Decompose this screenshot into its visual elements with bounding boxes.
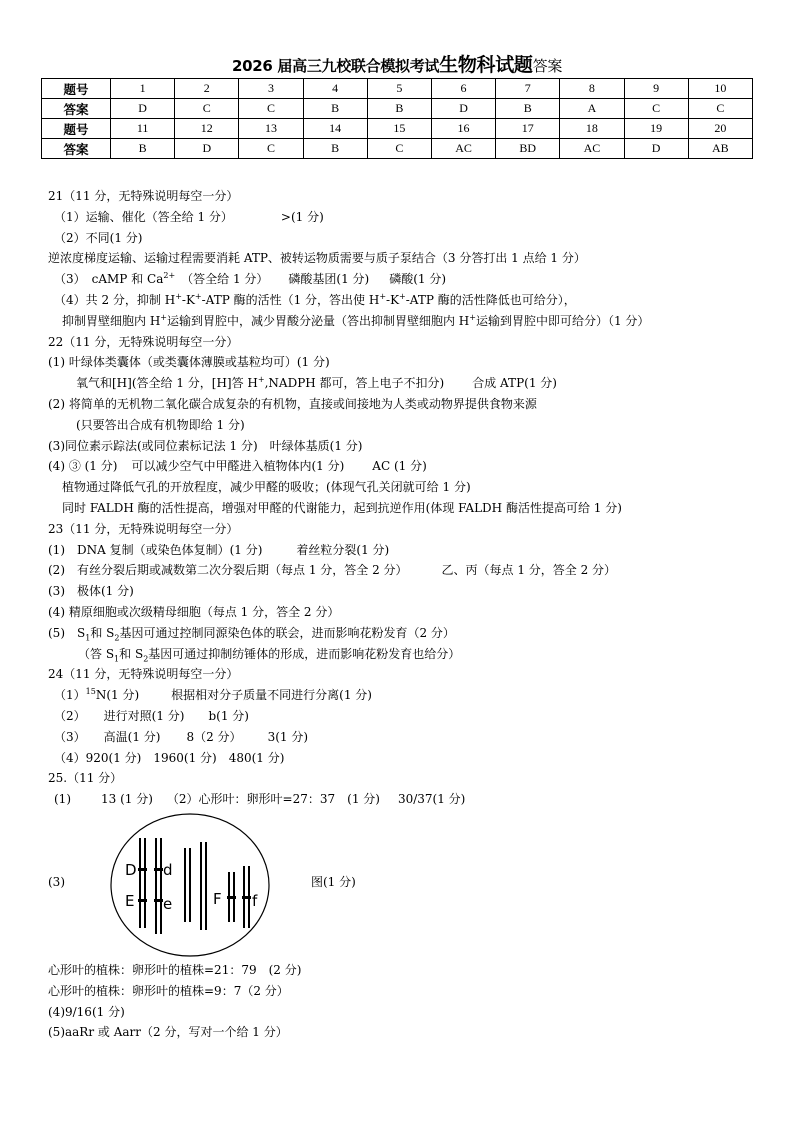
q25-part3-diagram-row bbox=[48, 810, 768, 960]
q24-p2a: （2） bbox=[54, 708, 86, 723]
answer-table bbox=[41, 78, 753, 159]
answer-table-answer-cell: B bbox=[496, 99, 560, 119]
q23-part3: (3) 极体(1 分) bbox=[48, 584, 134, 599]
q24-part2 bbox=[48, 706, 768, 727]
q24-p4a: （4）920(1 分) bbox=[54, 750, 142, 765]
answer-table-answer-cell: C bbox=[239, 99, 303, 119]
answer-table-answer-cell: B bbox=[303, 99, 367, 119]
answer-table-answer-cell: B bbox=[111, 139, 175, 159]
sup-plus: + bbox=[160, 312, 167, 322]
answer-table-number-cell: 3 bbox=[239, 79, 303, 99]
gene-label-d: d bbox=[163, 860, 173, 879]
q23-p5b-2: 和 S bbox=[119, 646, 144, 661]
q22-part3 bbox=[48, 436, 768, 457]
gene-mark-D bbox=[138, 868, 147, 871]
page-title bbox=[0, 50, 794, 77]
q22-part1b bbox=[48, 373, 768, 394]
gene-label-f: f bbox=[252, 891, 258, 910]
answer-table-number-cell: 4 bbox=[303, 79, 367, 99]
answer-table-number-cell: 9 bbox=[624, 79, 688, 99]
answer-table-answer-cell: AB bbox=[688, 139, 752, 159]
sup-plus: + bbox=[469, 312, 476, 322]
q24-p2c: b(1 分) bbox=[208, 708, 249, 723]
q22-p4b: 可以减少空气中甲醛进入植物体内(1 分) bbox=[131, 459, 345, 474]
title-main: 2026 届高三九校联合模拟考试 bbox=[231, 57, 440, 75]
q23-title: 23（11 分，无特殊说明每空一分） bbox=[48, 521, 239, 536]
answer-table-number-cell: 17 bbox=[496, 119, 560, 139]
table-row-numbers-2 bbox=[42, 119, 753, 139]
title-subject: 生物科试题 bbox=[439, 54, 533, 76]
gene-mark-e bbox=[154, 899, 163, 902]
answer-table-number-cell: 2 bbox=[175, 79, 239, 99]
q21-p4a-1: （4）共 2 分，抑制 H bbox=[54, 292, 176, 307]
q21-p3a-sup: 2+ bbox=[163, 271, 176, 281]
q22-part1: (1) 叶绿体类囊体（或类囊体薄膜或基粒均可）(1 分) bbox=[48, 355, 330, 370]
q24-p4c: 480(1 分) bbox=[228, 750, 285, 765]
q23-part5 bbox=[48, 623, 768, 644]
q21-part4 bbox=[48, 290, 768, 311]
q21-p4a-5: -ATP 酶的活性降低也可给分）， bbox=[405, 292, 576, 307]
q22-part2: (2) 将简单的无机物二氧化碳合成复杂的有机物，直接或间接地为人类或动物界提供食物来源 bbox=[48, 396, 537, 411]
q24-p2b: 进行对照(1 分) bbox=[103, 708, 185, 723]
answer-table-answer-cell: C bbox=[367, 139, 431, 159]
row-label-answer: 答案 bbox=[42, 99, 111, 119]
q22-p4c: AC (1 分) bbox=[372, 459, 427, 474]
row-label-answer: 答案 bbox=[42, 139, 111, 159]
q25-part3c: 心形叶的植株：卵形叶的植株=9：7（2 分） bbox=[48, 983, 289, 998]
answer-table-number-cell: 19 bbox=[624, 119, 688, 139]
gene-label-F: F bbox=[213, 889, 222, 908]
answer-table-answer-cell: D bbox=[431, 99, 495, 119]
answer-table-answer-cell: D bbox=[175, 139, 239, 159]
answer-table-number-cell: 13 bbox=[239, 119, 303, 139]
q23-part1 bbox=[48, 540, 768, 561]
q24-p3b: 高温(1 分) bbox=[103, 729, 161, 744]
sup-plus: + bbox=[175, 291, 182, 301]
q21-p4a-2: -K bbox=[181, 292, 195, 307]
q25-part1 bbox=[48, 789, 768, 810]
sub-2: 2 bbox=[114, 633, 120, 643]
sub-2: 2 bbox=[143, 653, 149, 663]
answer-table-answer-cell: B bbox=[303, 139, 367, 159]
q23-p5b-3: 基因可通过抑制纺锤体的形成，进而影响花粉发育也给分） bbox=[148, 646, 461, 661]
answer-table-number-cell: 11 bbox=[111, 119, 175, 139]
q21-p4b-3: 运输到胃腔中即可给分）（1 分） bbox=[475, 313, 650, 328]
answer-table-number-cell: 16 bbox=[431, 119, 495, 139]
q24-part1 bbox=[48, 685, 768, 706]
q23-p5-1: (5) S bbox=[48, 625, 86, 640]
q21-p3a: （3） cAMP 和 Ca bbox=[54, 272, 164, 287]
answer-table-answer-cell: C bbox=[239, 139, 303, 159]
q24-title: 24（11 分，无特殊说明每空一分） bbox=[48, 667, 239, 682]
q23-p2a: (2) 有丝分裂后期或减数第二次分裂后期（每点 1 分，答全 2 分） bbox=[48, 563, 408, 578]
q25-p1d: 30/37(1 分) bbox=[397, 792, 466, 807]
q21-p3d: 磷酸(1 分) bbox=[389, 272, 447, 287]
answer-table-answer-cell: AC bbox=[431, 139, 495, 159]
q23-part2 bbox=[48, 560, 768, 581]
answer-table-number-cell: 20 bbox=[688, 119, 752, 139]
answer-table-number-cell: 15 bbox=[367, 119, 431, 139]
q22-part4d: 植物通过降低气孔的开放程度，减少甲醛的吸收；(体现气孔关闭就可给 1 分) bbox=[62, 480, 471, 495]
sub-1: 1 bbox=[85, 633, 91, 643]
q21-p1b: >(1 分) bbox=[280, 209, 324, 224]
q22-part2b: (只要答出合成有机物即给 1 分) bbox=[76, 417, 245, 432]
sub-1: 1 bbox=[114, 653, 120, 663]
q21-p4a-3: -ATP 酶的活性（1 分，答出使 H bbox=[201, 292, 380, 307]
answer-content bbox=[48, 186, 768, 1043]
sup-plus: + bbox=[257, 375, 265, 385]
gene-mark-d bbox=[154, 868, 163, 871]
sup-plus: + bbox=[399, 291, 406, 301]
q22-p4a: (4) ③ (1 分) bbox=[48, 459, 118, 474]
sup-plus: + bbox=[194, 291, 202, 301]
q24-part4 bbox=[48, 748, 768, 769]
q21-p3c: 磷酸基团(1 分) bbox=[288, 272, 370, 287]
q25-p3-tu: 图(1 分) bbox=[311, 874, 356, 889]
q24-p1b: 根据相对分子质量不同进行分离(1 分) bbox=[171, 688, 372, 703]
q21-part2b: 逆浓度梯度运输、运输过程需要消耗 ATP、被转运物质需要与质子泵结合（3 分答打出 1 点给 1 分） bbox=[48, 251, 586, 266]
q22-p3a: (3)同位素示踪法(或同位素标记法 1 分) bbox=[48, 438, 258, 453]
answer-table-answer-cell: BD bbox=[496, 139, 560, 159]
table-row-numbers-1 bbox=[42, 79, 753, 99]
gene-mark-F bbox=[227, 896, 236, 899]
q25-part4: (4)9/16(1 分) bbox=[48, 1004, 125, 1019]
q22-p1b-1: 氧气和[H](答全给 1 分，[H]答 H bbox=[76, 376, 258, 391]
q25-title: 25.（11 分） bbox=[48, 771, 123, 786]
q25-p1b: 13 (1 分) bbox=[101, 792, 153, 807]
answer-table-number-cell: 14 bbox=[303, 119, 367, 139]
q22-part4 bbox=[48, 456, 768, 477]
gene-label-e: e bbox=[163, 894, 173, 913]
answer-table-number-cell: 10 bbox=[688, 79, 752, 99]
table-row-answers-1 bbox=[42, 99, 753, 119]
answer-table-number-cell: 5 bbox=[367, 79, 431, 99]
q23-p1a: (1) DNA 复制（或染色体复制）(1 分) bbox=[48, 542, 263, 557]
q21-p4b-1: 抑制胃壁细胞内 H bbox=[62, 313, 161, 328]
q21-p4b-2: 运输到胃腔中，减少胃酸分泌量（答出抑制胃壁细胞内 H bbox=[166, 313, 470, 328]
q25-p1a: (1) bbox=[54, 792, 71, 807]
q24-p4b: 1960(1 分) bbox=[153, 750, 217, 765]
gene-mark-E bbox=[138, 899, 147, 902]
gene-label-D: D bbox=[125, 860, 137, 879]
gene-mark-f bbox=[242, 896, 251, 899]
q23-p1b: 着丝粒分裂(1 分) bbox=[296, 542, 390, 557]
answer-table-answer-cell: A bbox=[560, 99, 624, 119]
q21-p3b: （答全给 1 分） bbox=[181, 272, 269, 287]
table-row-answers-2 bbox=[42, 139, 753, 159]
q22-title: 22（11 分，无特殊说明每空一分） bbox=[48, 334, 239, 349]
q22-part4e: 同时 FALDH 酶的活性提高，增强对甲醛的代谢能力，起到抗逆作用(体现 FALDH 酶活性提高可给 1 分) bbox=[62, 500, 622, 515]
q24-p1a: N(1 分) bbox=[95, 688, 140, 703]
q23-p2b: 乙、丙（每点 1 分，答全 2 分） bbox=[441, 563, 617, 578]
q22-p3b: 叶绿体基质(1 分) bbox=[269, 438, 363, 453]
answer-table-answer-cell: AC bbox=[560, 139, 624, 159]
q21-part3 bbox=[48, 269, 768, 290]
q23-p5b-1: （答 S bbox=[78, 646, 115, 661]
answer-table-answer-cell: D bbox=[624, 139, 688, 159]
cell-chromosome-diagram bbox=[110, 810, 270, 960]
q23-p5-2: 和 S bbox=[90, 625, 115, 640]
q24-p3d: 3(1 分) bbox=[267, 729, 309, 744]
answer-table-number-cell: 7 bbox=[496, 79, 560, 99]
sup-plus: + bbox=[379, 291, 387, 301]
q23-p5-3: 基因可通过控制同源染色体的联会，进而影响花粉发育（2 分） bbox=[119, 625, 455, 640]
q24-part3 bbox=[48, 727, 768, 748]
answer-table-number-cell: 8 bbox=[560, 79, 624, 99]
q22-p1c: 合成 ATP(1 分) bbox=[472, 376, 557, 391]
answer-table-number-cell: 1 bbox=[111, 79, 175, 99]
q24-p1-sup: 15 bbox=[85, 687, 96, 697]
title-suffix: 答案 bbox=[532, 57, 563, 75]
q21-title: 21（11 分，无特殊说明每空一分） bbox=[48, 189, 239, 203]
answer-table-answer-cell: B bbox=[367, 99, 431, 119]
q25-p1c: （2）心形叶：卵形叶=27：37 (1 分) bbox=[166, 792, 380, 807]
answer-table-answer-cell: C bbox=[624, 99, 688, 119]
q25-part3b: 心形叶的植株：卵形叶的植株=21：79 (2 分) bbox=[48, 962, 302, 977]
q21-p4a-4: -K bbox=[386, 292, 400, 307]
answer-table-answer-cell: C bbox=[688, 99, 752, 119]
q21-p1a: （1）运输、催化（答全给 1 分） bbox=[54, 209, 233, 224]
answer-table-number-cell: 18 bbox=[560, 119, 624, 139]
row-label-number: 题号 bbox=[42, 79, 111, 99]
q23-part5b bbox=[48, 644, 768, 665]
q23-part4: (4) 精原细胞或次级精母细胞（每点 1 分，答全 2 分） bbox=[48, 604, 340, 619]
q24-p1-pre: （1） bbox=[54, 688, 86, 703]
q22-p1b-2: ,NADPH 都可，答上电子不扣分) bbox=[264, 376, 445, 391]
q21-part1 bbox=[48, 207, 768, 228]
q21-part4b bbox=[48, 311, 768, 332]
answer-table-answer-cell: D bbox=[111, 99, 175, 119]
q25-p3-label: (3) bbox=[48, 874, 65, 889]
q24-p3a: （3） bbox=[54, 729, 86, 744]
row-label-number: 题号 bbox=[42, 119, 111, 139]
q25-part5: (5)aaRr 或 Aarr（2 分，写对一个给 1 分） bbox=[48, 1025, 288, 1040]
answer-table-answer-cell: C bbox=[175, 99, 239, 119]
answer-table-number-cell: 6 bbox=[431, 79, 495, 99]
gene-label-E: E bbox=[125, 891, 135, 910]
q24-p3c: 8（2 分） bbox=[186, 729, 242, 744]
answer-table-number-cell: 12 bbox=[175, 119, 239, 139]
q21-part2: （2）不同(1 分) bbox=[54, 230, 143, 245]
